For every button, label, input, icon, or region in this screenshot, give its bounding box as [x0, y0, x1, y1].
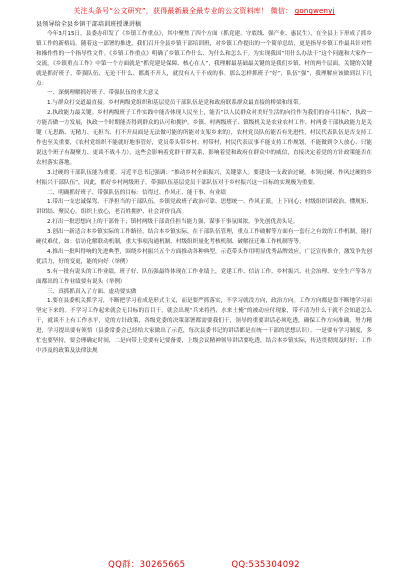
paragraph: 今年3月15日，县委办印发了《乡镇工作重点》，其中聚焦了四个方面（抓党建、守底线、强产业、惠民生），在全县上下形成了抓乡镇工作的新格局。随着这一部署的推进，我们召开全县乡镇干部培训班，对乡镇工作提出的一个简单总结，更是指导乡镇工作最具针对性和操作性的一个指导性文件。《乡镇工作重点》明确了乡镇工作什么、为什么和怎么干。为实现我国“用什么办法干”这个问题和大家作一交流。《乡镇重点工作》中第一个方面就是“抓党建是保障、核心在人”，我理解最基础最关键的是我们乡镇、村的两个层面，关键的关键就是抓好班子、带强队伍、无论干什么、都离不开人，就没有人干不成的事。那么怎样抓班子“好”，队伍“强”，我理解应该做到以下几点：	[36, 31, 372, 87]
banner-wechat-label: 微信：	[270, 7, 293, 15]
banner-text: 关注头条号“公文研究”，获得最新最全最专业的公文资料库！	[73, 7, 269, 15]
section-heading: 一、深刻理解抓好班子、带强队伍的重大意义	[47, 90, 159, 97]
document-title: 县领导给全县乡镇干部培训班授课讲稿	[36, 21, 142, 28]
document-body	[36, 30, 372, 357]
paragraph: 3.过硬的干部队伍能为重要。习近平总书记强调：“推动乡村全面振兴，关键靠人。要建设一支政治过硬，本领过硬、作风过硬的乡村振兴干部队伍”，因此，抓好乡村两级班子，带强队伍基层党员干部队伍对于乡村振兴这一目标的实现极为重要。	[36, 169, 372, 186]
section-heading: 三、真抓抓真入了方面、虚功要实做	[47, 288, 137, 295]
promo-banner	[0, 6, 408, 16]
banner-wechat-link[interactable]: gongwenyj	[294, 7, 335, 15]
qq-group-text: QQ群：30265665	[108, 560, 186, 570]
paragraph: 2.打出一批思想向上的干部骨干；镇村两级干部责任担当能力强，谋事干事氛围浓，争先创优劲头足。	[47, 219, 299, 226]
contact-footer	[0, 558, 408, 570]
paragraph: 3.创出一新适合本乡镇实际的工作路径，结合本乡镇实际，在干部队伍管理，重点工作破解等方面有一套行之有效的工作机制，能打硬仗难仗，如：信访化解联动机制，重大事项沟通机制、村级组织量化考核机制、破解征迁难工作机制等等。	[36, 229, 372, 246]
qq-text: QQ:535304092	[231, 560, 300, 570]
paragraph: 1.带出一支忠诚保驾、干净担当的干部队伍。乡镇党政班子政治可靠、思想统一、作风正派，上下同心；村级组织讲政治、懂规矩、讲团结、聚民心，组织上放心，老百姓拥护，社会评价良高。	[36, 199, 372, 216]
section-heading: 二、明确抓好班子、带强队伍的目标：信得过、作风正、能干事、有业绩	[47, 189, 227, 196]
paragraph: 1.与群众打交道最直接。乡村两级党组织和基层党员干部队伍是党和政府联系群众最直接的桥梁和纽带。	[47, 100, 305, 107]
paragraph: 2.执政能力最关键。乡村两级班子工作实践中能否体现人民至上，能否“以人民群众对美好生活的向往作为我们的奋斗目标”，执政一方能否做一方发展，执政一个时期能否得到群众的认可和拥护。乡镇、村两级班子、镇级机关是农业农村工作、村两委干部执政能力是关键（无思路、无精力、无担当、打不开局面是无法做可能的所能对支架乡来的），农村党员队伍能否有先进性，村民代表队伍是否支持工作也至关重要，《农村党组织不能就好地事管好，党员带头带乡村、村带村，村民代表议事不能支持工作规划，不能做到令人放心、只能说这个班子有凝聚力、更谈不战斗力）。这些会影响着党群干群关系，影响着党和政府在群众中的威信，直接决定着党的方针政策能否在农村落实落地。	[36, 110, 372, 166]
paragraph: 1.要在县委机关抓学习，不断把学习看成是形式主义，而是要严抓落实，不学习就没方向，政治方向。工作方向都是靠不断地学习而坚定下来的。不学习工作起来就会无目标的盲目干，就会出现“兵来将挡、水来土掩”的被动应付现象，带不清为什么干就不会知道怎么干，就谈不上有工作水平，党的方针政策，各级党委的决策部署都需要我们干，领导的重要讲话必须吃透，确保工作方向准确，努力精进，学习提出要有领悟（县委常委会已经给大家做出了示范，每次县委书记的讲话都是在统一干部的思想认识）。一是要有学习制度，多忙也要坚持，要会理确定时间，二是向带上党要有记要备要，上级会议精神领导讲话要吃透，结合本乡镇实际，传达贯彻需及时好；工作中涉及的政策及法律法规	[36, 298, 372, 354]
paragraph: 4.推出一批叫得响的先进典型，围绕乡村振兴五个方面推动各种典型，示范带头作用明显优秀品牌效应，广泛宣传推介，激发争先创优活力，好的变更，能的向好（举例）	[36, 248, 372, 265]
paragraph: 5.有一批有说头的工作业绩，班子好、队伍强最终体现在工作业绩上，党建工作、信访工作、乡村振兴、社会治理、安全生产等各方面都出的工作业绩要有说头（举例）	[36, 268, 372, 285]
